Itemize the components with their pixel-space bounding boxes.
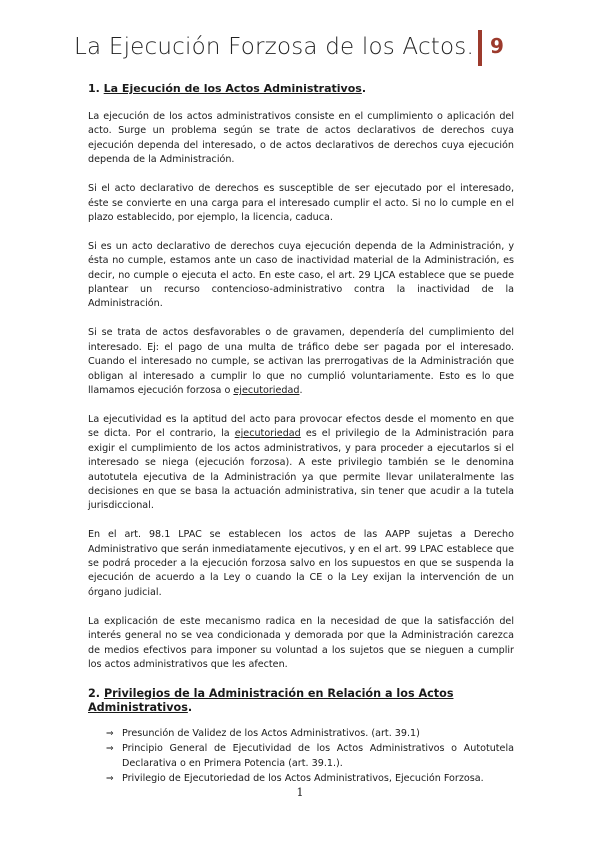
paragraph-5 bbox=[88, 413, 514, 514]
paragraph-6: En el art. 98.1 LPAC se establecen los actos de las AAPP sujetas a Derecho Administrativo que serán inmediatamente ejecutivos, y en el art. 99 LPAC establece que se podrá proceder a la ejecución forzosa salvo en los supuestos en que se suspenda la ejecución de acuerdo a la Ley o cuando la CE o la Ley exijan la intervención de un órgano judicial. bbox=[88, 529, 514, 598]
list-item-text: Principio General de Ejecutividad de los Actos Administrativos o Autotutela Declarativa o en Primera Potencia (art. 39.1.). bbox=[122, 743, 514, 769]
paragraph-4-end: . bbox=[299, 385, 303, 396]
section-2-heading bbox=[88, 687, 514, 715]
arrow-icon: ⇒ bbox=[106, 774, 114, 785]
header-divider bbox=[478, 30, 482, 66]
page-header bbox=[0, 28, 600, 68]
page-number: 1 bbox=[296, 786, 304, 799]
paragraph-4-text: Si se trata de actos desfavorables o de gravamen, dependería del cumplimiento del interesado. Ej: el pago de una multa de tráfico debe ser pagada por el interesado. Cuando el interesado no cumple, se activan las prerrogativas de la Administración que obligan al interesado a cumplir lo que no cumplió voluntariamente. Esto es lo que llamamos ejecución forzosa o bbox=[88, 327, 514, 396]
privileges-list bbox=[88, 727, 514, 787]
section-1-heading bbox=[88, 82, 514, 96]
paragraph-5-rest: es el privilegio de la Administración para exigir el cumplimiento de los actos administrativos, y para proceder a ejecutarlos si el interesado se niega (ejecución forzosa). A este privilegio también se le denomina autotutela ejecutiva de la Administración ya que permite llevar unilateralmente las decisiones en que se basa la actuación administrativa, sin tener que acudir a la tutela jurisdiccional. bbox=[88, 428, 514, 512]
list-item bbox=[106, 727, 514, 741]
header-title: La Ejecución Forzosa de los Actos. bbox=[74, 34, 474, 60]
section-2-title: Privilegios de la Administración en Relación a los Actos Administrativos bbox=[88, 686, 454, 714]
paragraph-3: Si es un acto declarativo de derechos cuya ejecución dependa de la Administración, y ésta no cumple, estamos ante un caso de inactividad material de la Administración, es decir, no cumple o ejecuta el acto. En este caso, el art. 29 LJCA establece que se puede plantear un recurso contencioso-administrativo contra la inactividad de la Administración. bbox=[88, 240, 514, 310]
term-ejecutoriedad-2: ejecutoriedad bbox=[234, 428, 301, 440]
section-2-number: 2. bbox=[88, 686, 104, 700]
section-2-period: . bbox=[187, 700, 193, 714]
list-item-text: Privilegio de Ejecutoriedad de los Actos Administrativos, Ejecución Forzosa. bbox=[122, 773, 484, 785]
paragraph-5-text: La ejecutividad es la aptitud del acto para provocar efectos desde el momento en que se dicta. Por el contrario, la bbox=[88, 413, 514, 440]
paragraph-4 bbox=[88, 326, 514, 398]
paragraph-2: Si el acto declarativo de derechos es susceptible de ser ejecutado por el interesado, éste se convierte en una carga para el interesado cumplir el acto. Si no lo cumple en el plazo establecido, por ejemplo, la licencia, caduca. bbox=[88, 183, 514, 223]
section-1-period: . bbox=[361, 82, 366, 95]
list-item-text: Presunción de Validez de los Actos Administrativos. (art. 39.1) bbox=[122, 727, 420, 739]
list-item bbox=[106, 742, 514, 771]
paragraph-1: La ejecución de los actos administrativos consiste en el cumplimiento o aplicación del acto. Surge un problema según se trate de actos declarativos de derechos cuya ejecución dependa del interesado, o de actos declarativos de derechos cuya ejecución dependa de la Administración. bbox=[88, 111, 514, 166]
section-1-number: 1. bbox=[88, 82, 104, 95]
document-body bbox=[88, 82, 514, 788]
chapter-number: 9 bbox=[490, 34, 504, 58]
list-item bbox=[106, 772, 514, 786]
paragraph-7: La explicación de este mecanismo radica en la necesidad de que la satisfacción del interés general no se vea condicionada y demorada por que la Administración carezca de medios efectivos para imponer su voluntad a los sujetos que se nieguen a cumplir los actos administrativos que les afecten. bbox=[88, 615, 514, 670]
section-1-title: La Ejecución de los Actos Administrativos bbox=[103, 82, 362, 95]
arrow-icon: ⇒ bbox=[106, 728, 114, 739]
term-ejecutoriedad: ejecutoriedad bbox=[233, 385, 300, 396]
arrow-icon: ⇒ bbox=[106, 744, 114, 755]
